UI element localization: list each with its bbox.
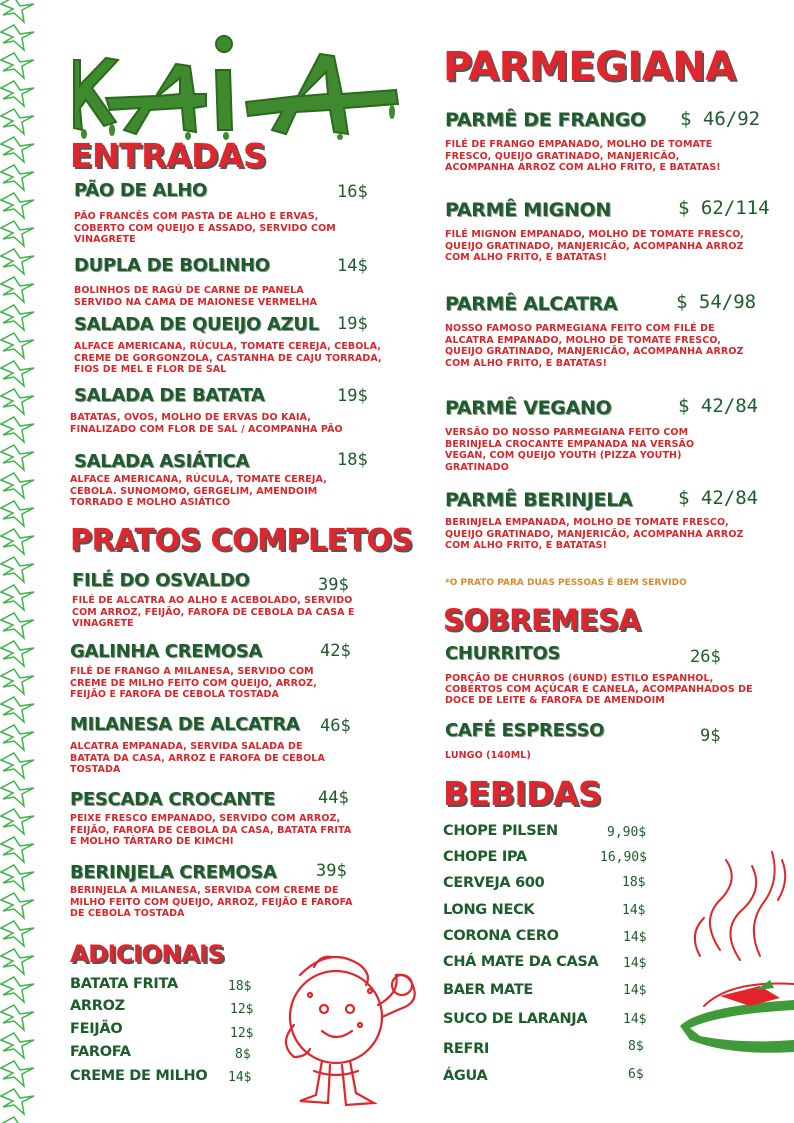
border-star-icon [1, 249, 34, 274]
border-star-icon [1, 585, 34, 610]
drink-agua: ÁGUA [443, 1068, 488, 1084]
border-star-icon [1, 669, 34, 694]
desc-galinha-cremosa: FILÉ DE FRANGO A MILANESA, SERVIDO COM CREME DE MILHO FEITO COM QUEIJO, ARROZ, FEIJÃO E FAROFA DE CEBOLA TOSTADA [70, 666, 317, 700]
price-parme-berinjela: $ 42/84 [678, 487, 759, 509]
price-churritos: 26$ [690, 647, 721, 667]
border-star-icon [1, 753, 34, 778]
item-dupla-de-bolinho: DUPLA DE BOLINHO [74, 255, 270, 276]
item-milanesa-de-alcatra: MILANESA DE ALCATRA [70, 714, 300, 735]
kaia-logo [66, 30, 416, 140]
item-parme-vegano: PARMÊ VEGANO [445, 397, 612, 419]
desc-salada-de-batata: BATATAS, OVOS, MOLHO DE ERVAS DO KAIA, FINALIZADO COM FLOR DE SAL / ACOMPANHA PÃO [70, 412, 343, 435]
add-price-feijao: 12$ [230, 1026, 254, 1041]
drink-price-baer-mate: 14$ [623, 983, 647, 998]
add-price-arroz: 12$ [230, 1002, 254, 1017]
desc-pao-de-alho: PÃO FRANCÊS COM PASTA DE ALHO E ERVAS, COBERTO COM QUEIJO E ASSADO, SERVIDO COM VINAGRETE [74, 211, 336, 245]
add-creme-de-milho: CREME DE MILHO [70, 1068, 208, 1084]
border-star-icon [1, 81, 34, 106]
price-galinha-cremosa: 42$ [320, 641, 351, 661]
drink-price-agua: 6$ [628, 1067, 644, 1082]
item-parme-mignon: PARMÊ MIGNON [445, 199, 611, 221]
border-star-icon [1, 165, 34, 190]
entradas-title: ENTRADAS [70, 136, 267, 175]
desc-salada-asiatica: ALFACE AMERICANA, RÚCULA, TOMATE CEREJA, CEBOLA. SUNOMOMO, GERGELIM, AMENDOIM TORRADO E MOLHO ASIÁTICO [70, 474, 327, 508]
item-pescada-crocante: PESCADA CROCANTE [70, 789, 276, 810]
item-cafe-espresso: CAFÉ ESPRESSO [445, 720, 605, 741]
add-price-batata-frita: 18$ [228, 979, 252, 994]
price-parme-de-frango: $ 46/92 [680, 108, 761, 130]
price-parme-vegano: $ 42/84 [678, 395, 759, 417]
desc-dupla-de-bolinho: BOLINHOS DE RAGÚ DE CARNE DE PANELA SERVIDO NA CAMA DE MAIONESE VERMELHA [74, 285, 318, 308]
border-star-icon [1, 53, 34, 78]
drink-price-cha-mate-da-casa: 14$ [623, 956, 647, 971]
border-star-icon [1, 1061, 34, 1086]
desc-milanesa-de-alcatra: ALCATRA EMPANADA, SERVIDA SALADA DE BATATA DA CASA, ARROZ E FAROFA DE CEBOLA TOSTADA [70, 741, 325, 775]
item-salada-asiatica: SALADA ASIÁTICA [74, 451, 250, 472]
pratos-completos-title: PRATOS COMPLETOS [70, 523, 413, 558]
drink-price-chope-pilsen: 9,90$ [607, 825, 647, 840]
desc-parme-vegano: VERSÃO DO NOSSO PARMEGIANA FEITO COM BERINJELA CROCANTE EMPANADA NA VERSÃO VEGAN, COM QUEIJO YOUTH (PIZZA YOUTH) GRATINADO [445, 427, 695, 473]
item-pao-de-alho: PÃO DE ALHO [74, 180, 208, 201]
add-price-farofa: 8$ [235, 1047, 251, 1062]
border-star-icon [1, 221, 34, 246]
add-farofa: FAROFA [70, 1044, 131, 1060]
border-star-icon [1, 193, 34, 218]
drink-price-corona-cero: 14$ [623, 930, 647, 945]
item-parme-berinjela: PARMÊ BERINJELA [445, 489, 633, 511]
border-star-icon [1, 109, 34, 134]
star-border-decoration [0, 0, 38, 1123]
price-berinjela-cremosa: 39$ [316, 861, 347, 881]
border-star-icon [1, 25, 34, 50]
add-price-creme-de-milho: 14$ [228, 1070, 252, 1085]
drink-price-long-neck: 14$ [622, 903, 646, 918]
border-star-icon [1, 137, 34, 162]
border-star-icon [1, 893, 34, 918]
price-dupla-de-bolinho: 14$ [337, 256, 368, 276]
item-galinha-cremosa: GALINHA CREMOSA [70, 641, 263, 662]
price-parme-mignon: $ 62/114 [678, 197, 770, 219]
border-star-icon [1, 949, 34, 974]
border-star-icon [1, 921, 34, 946]
price-salada-de-batata: 19$ [337, 386, 368, 406]
border-star-icon [1, 697, 34, 722]
price-salada-asiatica: 18$ [337, 450, 368, 470]
border-star-icon [1, 725, 34, 750]
price-salada-de-queijo-azul: 19$ [337, 314, 368, 334]
border-star-icon [1, 641, 34, 666]
border-star-icon [1, 977, 34, 1002]
border-star-icon [1, 501, 34, 526]
drink-cerveja-600: CERVEJA 600 [443, 875, 545, 891]
drink-price-refri: 8$ [628, 1039, 644, 1054]
item-file-do-osvaldo: FILÉ DO OSVALDO [72, 570, 250, 591]
drink-suco-de-laranja: SUCO DE LARANJA [443, 1011, 588, 1027]
price-cafe-espresso: 9$ [700, 726, 721, 746]
border-star-icon [1, 445, 34, 470]
drink-chope-ipa: CHOPE IPA [443, 849, 527, 865]
drink-cha-mate-da-casa: CHÁ MATE DA CASA [443, 954, 599, 970]
border-star-icon [1, 529, 34, 554]
desc-parme-de-frango: FILÉ DE FRANGO EMPANADO, MOLHO DE TOMATE FRESCO, QUEIJO GRATINADO, MANJERICÃO, ACOMPANHA ARROZ COM ALHO FRITO, E BATATAS! [445, 139, 721, 173]
item-salada-de-batata: SALADA DE BATATA [74, 385, 265, 406]
item-churritos: CHURRITOS [445, 643, 561, 664]
drink-refri: REFRI [443, 1041, 490, 1057]
item-parme-alcatra: PARMÊ ALCATRA [445, 293, 618, 315]
item-berinjela-cremosa: BERINJELA CREMOSA [70, 862, 277, 883]
desc-parme-mignon: FILÉ MIGNON EMPANADO, MOLHO DE TOMATE FRESCO, QUEIJO GRATINADO, MANJERICÃO, ACOMPANHA ARROZ COM ALHO FRITO, E BATATAS! [445, 229, 744, 263]
border-star-icon [1, 1005, 34, 1030]
price-pescada-crocante: 44$ [318, 788, 349, 808]
drink-price-chope-ipa: 16,90$ [600, 850, 647, 865]
price-parme-alcatra: $ 54/98 [676, 291, 757, 313]
drink-baer-mate: BAER MATE [443, 982, 534, 998]
parmegiana-note: *O PRATO PARA DUAS PESSOAS É BEM SERVIDO [445, 578, 687, 588]
parmegiana-title: PARMEGIANA [443, 44, 736, 90]
sobremesa-title: SOBREMESA [443, 603, 641, 637]
drink-corona-cero: CORONA CERO [443, 928, 559, 944]
border-star-icon [1, 809, 34, 834]
border-star-icon [1, 1089, 34, 1114]
border-star-icon [1, 277, 34, 302]
price-milanesa-de-alcatra: 46$ [320, 716, 351, 736]
border-star-icon [1, 0, 34, 22]
price-pao-de-alho: 16$ [337, 182, 368, 202]
item-parme-de-frango: PARMÊ DE FRANGO [445, 109, 646, 131]
drink-price-cerveja-600: 18$ [622, 875, 646, 890]
price-file-do-osvaldo: 39$ [318, 575, 349, 595]
border-star-icon [1, 389, 34, 414]
border-star-icon [1, 781, 34, 806]
item-salada-de-queijo-azul: SALADA DE QUEIJO AZUL [74, 314, 319, 335]
border-star-icon [1, 557, 34, 582]
desc-berinjela-cremosa: BERINJELA A MILANESA, SERVIDA COM CREME DE MILHO FEITO COM QUEIJO, ARROZ, FEIJÃO E FAROFA DE CEBOLA TOSTADA [70, 885, 353, 919]
desc-file-do-osvaldo: FILÉ DE ALCATRA AO ALHO E ACEBOLADO, SERVIDO COM ARROZ, FEIJÃO, FAROFA DE CEBOLA DA CASA E VINAGRETE [72, 595, 355, 629]
drink-chope-pilsen: CHOPE PILSEN [443, 823, 558, 839]
desc-parme-alcatra: NOSSO FAMOSO PARMEGIANA FEITO COM FILÉ DE ALCATRA EMPANADO, MOLHO DE TOMATE FRESCO, QUEIJO GRATINADO, MANJERICÃO, ACOMPANHA ARROZ COM ALHO FRITO, E BATATAS! [445, 323, 744, 369]
border-star-icon [1, 305, 34, 330]
border-star-icon [1, 865, 34, 890]
border-star-icon [1, 333, 34, 358]
desc-churritos: PORÇÃO DE CHURROS (6UND) ESTILO ESPANHOL, COBERTOS COM AÇÚCAR E CANELA, ACOMPANHADOS DE DOCE DE LEITE & FAROFA DE AMENDOIM [445, 673, 753, 706]
drink-long-neck: LONG NECK [443, 902, 535, 918]
border-star-icon [1, 837, 34, 862]
drink-price-suco-de-laranja: 14$ [623, 1012, 647, 1027]
border-star-icon [1, 613, 34, 638]
add-feijao: FEIJÃO [70, 1021, 123, 1037]
bebidas-title: BEBIDAS [443, 774, 602, 813]
adicionais-title: ADICIONAIS [70, 940, 225, 968]
border-star-icon [1, 1117, 34, 1123]
dish-illustration [660, 830, 794, 1060]
mascot-illustration [270, 945, 440, 1120]
border-star-icon [1, 361, 34, 386]
add-arroz: ARROZ [70, 998, 125, 1014]
desc-pescada-crocante: PEIXE FRESCO EMPANADO, SERVIDO COM ARROZ, FEIJÃO, FAROFA DE CEBOLA DA CASA, BATATA FRITA E MOLHO TÁRTARO DE KIMCHI [70, 813, 352, 847]
desc-cafe-espresso: LUNGO (140ML) [445, 750, 531, 761]
add-batata-frita: BATATA FRITA [70, 976, 178, 992]
border-star-icon [1, 417, 34, 442]
border-star-icon [1, 1033, 34, 1058]
desc-salada-de-queijo-azul: ALFACE AMERICANA, RÚCULA, TOMATE CEREJA, CEBOLA, CREME DE GORGONZOLA, CASTANHA DE CAJU TORRADA, FIOS DE MEL E FLOR DE SAL [74, 341, 382, 375]
desc-parme-berinjela: BERINJELA EMPANADA, MOLHO DE TOMATE FRESCO, QUEIJO GRATINADO, MANJERICÃO, ACOMPANHA ARROZ COM ALHO FRITO, E BATATAS! [445, 517, 744, 551]
border-star-icon [1, 473, 34, 498]
